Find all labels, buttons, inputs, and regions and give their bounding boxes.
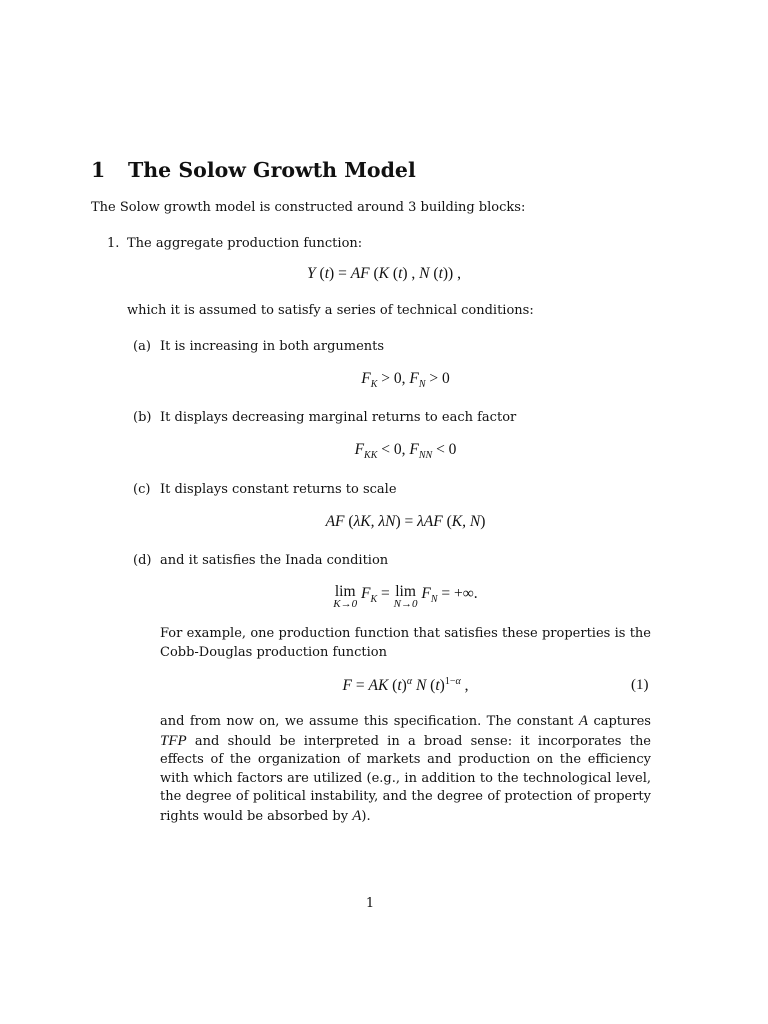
section-number: 1 — [91, 158, 106, 182]
condition-a-marker: (a) — [133, 339, 151, 354]
condition-d-text: and it satisfies the Inada condition — [160, 553, 389, 568]
closing-paragraph — [160, 712, 651, 827]
var-a-2: A — [352, 807, 362, 824]
intro-paragraph: The Solow growth model is constructed around 3 building blocks: — [91, 200, 526, 215]
closing-text-3: and should be interpreted in a broad sense: it incorporates the effects of the organization of markets and production on the efficiency with which factors are utilized (e.g., in addition to the technological level, the degree of political instability, and the degree of protection of property rights would be absorbed by — [160, 733, 652, 824]
inada-condition-equation: lim K→0 $F_K = \lim$ N→0 $F_N$ = +∞. — [333, 583, 478, 610]
list-marker-1: 1. — [107, 236, 120, 251]
item1-text: The aggregate production function: — [127, 236, 363, 251]
equation-number: (1) — [631, 677, 649, 693]
condition-b-text: It displays decreasing marginal returns to each factor — [160, 410, 517, 425]
var-a: A — [578, 713, 589, 729]
page-number: 1 — [365, 896, 375, 911]
closing-text-4: ). — [361, 808, 371, 824]
condition-b-marker: (b) — [133, 410, 152, 425]
condition-a-text: It is increasing in both arguments — [160, 339, 385, 354]
var-tfp: TFP — [160, 732, 187, 749]
cobb-douglas-equation: F = AK $(t)^\alpha$ N $(t)^{1-\alpha}$ , — [342, 676, 469, 695]
section-title: The Solow Growth Model — [128, 158, 416, 182]
production-function-equation: Y (t) = AF (K (t) , N (t)) , — [307, 265, 461, 282]
section-heading — [91, 158, 416, 182]
condition-b-equation: $F_{KK} < 0$, $F_{NN} < 0$ — [354, 441, 457, 462]
condition-c-text: It displays constant returns to scale — [160, 482, 397, 497]
condition-d-marker: (d) — [133, 553, 152, 568]
closing-text-2: captures — [593, 714, 651, 729]
condition-a-equation: $F_K > 0$, $F_N > 0$ — [361, 370, 450, 391]
condition-c-equation: AF (λK, λN) = λAF (K, N) — [325, 513, 486, 530]
item1-after-equation: which it is assumed to satisfy a series of technical conditions: — [127, 303, 534, 318]
closing-text-1: and from now on, we assume this specification. The constant — [160, 714, 574, 729]
example-paragraph: For example, one production function that satisfies these properties is the Cobb-Douglas production function — [160, 626, 651, 660]
condition-c-marker: (c) — [133, 482, 151, 497]
